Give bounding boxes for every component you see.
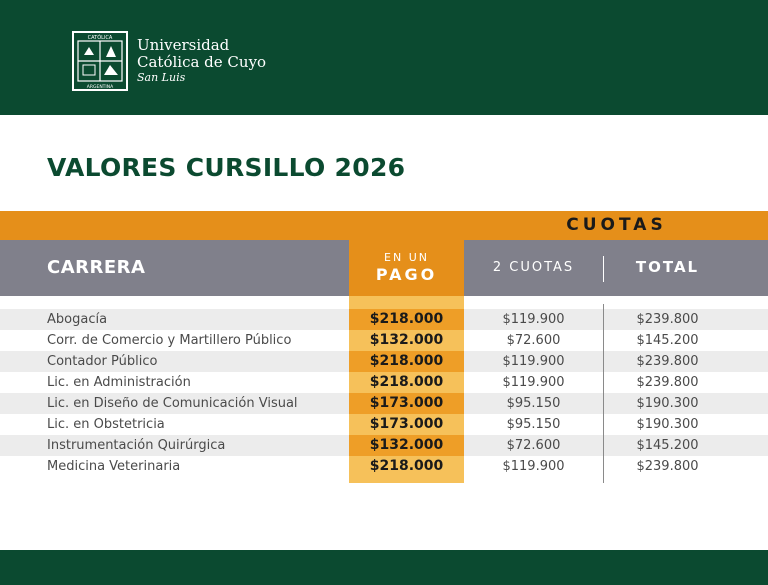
carrera-cell: Abogacía: [47, 312, 108, 327]
table-row: [0, 351, 768, 372]
carrera-column-header: CARRERA: [47, 257, 146, 278]
dos-cuotas-cell: $95.150: [506, 396, 561, 411]
total-cell: $190.300: [636, 396, 699, 411]
pago-cell: $218.000: [369, 353, 444, 369]
table-row: [0, 330, 768, 351]
total-cell: $239.800: [636, 312, 699, 327]
header-band: [0, 0, 768, 115]
dos-cuotas-column-header: 2 CUOTAS: [492, 260, 575, 275]
footer-band: [0, 550, 768, 585]
table-row: [0, 372, 768, 393]
column-divider: [603, 304, 604, 483]
total-cell: $239.800: [636, 354, 699, 369]
pago-cell: $173.000: [369, 395, 444, 411]
carrera-cell: Lic. en Diseño de Comunicación Visual: [47, 396, 298, 411]
cuotas-header: CUOTAS: [566, 215, 667, 235]
pago-column-header: [349, 240, 464, 296]
carrera-cell: Medicina Veterinaria: [47, 459, 181, 474]
dos-cuotas-cell: $119.900: [502, 354, 565, 369]
pago-cell: $218.000: [369, 374, 444, 390]
dos-cuotas-cell: $95.150: [506, 417, 561, 432]
total-cell: $239.800: [636, 459, 699, 474]
carrera-cell: Lic. en Administración: [47, 375, 191, 390]
dos-cuotas-cell: $119.900: [502, 459, 565, 474]
pago-cell: $218.000: [369, 311, 444, 327]
total-column-header: TOTAL: [635, 258, 700, 276]
table-row: [0, 435, 768, 456]
pago-cell: $173.000: [369, 416, 444, 432]
price-table-body: [0, 309, 768, 477]
page-title: VALORES CURSILLO 2026: [47, 153, 406, 182]
brand-line-3: San Luis: [137, 71, 186, 84]
dos-cuotas-cell: $72.600: [506, 438, 561, 453]
crest-top-text: CATÓLICA: [87, 35, 113, 41]
university-wordmark: [137, 37, 266, 84]
university-crest-icon: [72, 31, 128, 91]
dos-cuotas-cell: $119.900: [502, 312, 565, 327]
carrera-cell: Instrumentación Quirúrgica: [47, 438, 226, 453]
total-cell: $190.300: [636, 417, 699, 432]
table-row: [0, 456, 768, 477]
pago-header-line1: EN UN: [384, 251, 429, 264]
pago-cell: $218.000: [369, 458, 444, 474]
carrera-cell: Corr. de Comercio y Martillero Público: [47, 333, 292, 348]
pago-cell: $132.000: [369, 437, 444, 453]
carrera-cell: Contador Público: [47, 354, 158, 369]
total-cell: $239.800: [636, 375, 699, 390]
header-divider: [603, 256, 604, 282]
brand-line-1: Universidad: [137, 36, 230, 54]
pago-header-line2: PAGO: [375, 265, 438, 284]
total-cell: $145.200: [636, 438, 699, 453]
table-row: [0, 309, 768, 330]
total-cell: $145.200: [636, 333, 699, 348]
dos-cuotas-cell: $72.600: [506, 333, 561, 348]
pago-cell: $132.000: [369, 332, 444, 348]
table-row: [0, 414, 768, 435]
table-row: [0, 393, 768, 414]
carrera-cell: Lic. en Obstetricia: [47, 417, 165, 432]
crest-bottom-text: ARGENTINA: [86, 85, 114, 90]
brand-line-2: Católica de Cuyo: [137, 53, 267, 71]
dos-cuotas-cell: $119.900: [502, 375, 565, 390]
